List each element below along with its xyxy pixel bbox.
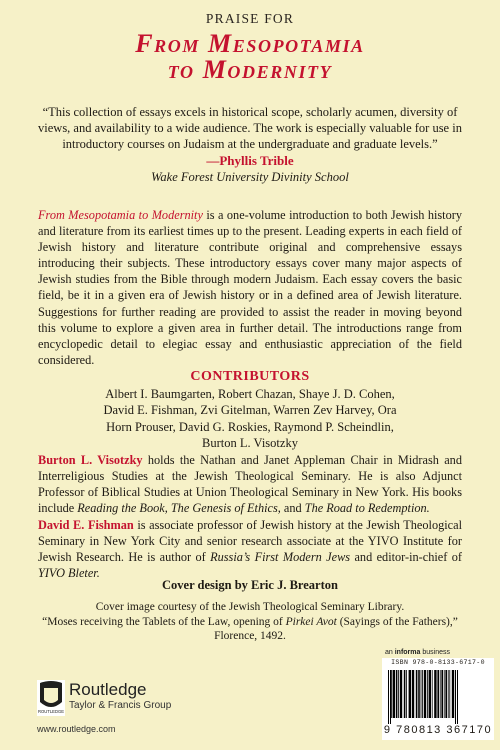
description-text: is a one-volume introduction to both Jewish history and literature from its earliest times up to the present. Leading experts in each field of Jewish history and literature contribute original and comprehensive essays introducing their subjects. These introductory essays cover many major aspects of Jewish studies from the Bible through modern Judaism. Each essay covers the basic field, be it in a given era of Jewish history or in a defined area of Jewish literature. Suggestions for further reading are provided to assist the reader in moving beyond this volume to explore a given area in further detail. The introductions range from encyclopedic detail to elegiac essay and enthusiastic appreciation of the field considered. xyxy=(38,208,462,367)
cover-image-line2a: “Moses receiving the Tablets of the Law, opening of xyxy=(42,615,286,628)
endorsement-quote: “This collection of essays excels in historical scope, scholarly acumen, diversity of views, and availability to a wide audience. The work is especially valuable for use in introductory courses on Judaism at the undergraduate and graduate levels.” xyxy=(38,105,462,151)
barcode-bar xyxy=(416,670,418,718)
cover-image-line2 xyxy=(0,615,500,630)
bio1-book2: The Road to Redemption. xyxy=(304,501,430,516)
bio2-book2: YIVO Bleter. xyxy=(38,566,100,581)
cover-image-credit xyxy=(0,600,500,644)
book-title-line2: to Modernity xyxy=(167,55,333,84)
praise-for-label: PRAISE FOR xyxy=(205,11,295,26)
barcode-bar xyxy=(455,670,456,724)
author-bio-fishman xyxy=(38,517,462,581)
isbn-text: ISBN 978-0-8133-6717-0 xyxy=(391,659,485,666)
barcode-bar xyxy=(437,670,439,718)
publisher-website: www.routledge.com xyxy=(37,724,116,734)
barcode-bar xyxy=(393,670,395,718)
barcode-bar xyxy=(448,670,449,718)
cover-design-credit: Cover design by Eric J. Brearton xyxy=(162,578,338,592)
barcode-bar xyxy=(452,670,454,718)
barcode-bar xyxy=(409,670,411,718)
bio1-book1: Reading the Book, The Genesis of Ethics, xyxy=(77,501,281,516)
barcode-bar xyxy=(432,670,433,718)
contributors-list: Albert I. Baumgarten, Robert Chazan, Shaye J. D. Cohen, David E. Fishman, Zvi Gitelman, Warren Zev Harvey, Ora Horn Prouser, David G. Roskies, Raymond P. Scheindlin, Burton L. Visotzky xyxy=(103,387,397,450)
bio1-text1: holds the Nathan and Janet Appleman Chair in Midrash and Interreligious Studies at the Jewish Theological Seminary. He is also Adjunct Professor of Biblical Studies at Union Theological Seminary in New York. His books include xyxy=(38,453,462,516)
barcode-bar xyxy=(398,670,399,718)
bio1-name: Burton L. Visotzky xyxy=(38,453,143,467)
bio1-text2: and xyxy=(280,501,305,516)
barcode-bar xyxy=(421,670,422,718)
barcode-bar xyxy=(412,670,414,718)
barcode-bar xyxy=(404,670,406,718)
informa-brand: informa xyxy=(394,649,421,656)
barcode-bar xyxy=(424,670,426,718)
barcode-bar xyxy=(391,670,392,718)
bio2-text2: and editor-in-chief of xyxy=(350,550,462,565)
barcode-bar xyxy=(441,670,443,718)
barcode-bar xyxy=(418,670,420,718)
publisher-group: Taylor & Francis Group xyxy=(69,700,172,711)
publisher-name: Routledge xyxy=(69,680,147,699)
barcode-bars xyxy=(388,670,488,724)
barcode-bar xyxy=(422,670,423,718)
description-book-title: From Mesopotamia to Modernity xyxy=(38,208,203,222)
barcode-bar xyxy=(444,670,445,718)
barcode-bar xyxy=(445,670,447,718)
endorsement-affiliation: Wake Forest University Divinity School xyxy=(151,170,349,184)
bio2-book1: Russia’s First Modern Jews xyxy=(210,550,351,565)
book-title-line1: From Mesopotamia xyxy=(135,29,365,58)
bio2-text1: is associate professor of Jewish history at the Jewish Theological Seminary in New York City and senior research associate at the YIVO Institute for Jewish Research. He is author of xyxy=(38,518,463,565)
barcode-bar xyxy=(396,670,398,718)
informa-business-label xyxy=(385,649,450,656)
barcode-bar xyxy=(406,670,407,718)
informa-prefix: an xyxy=(385,649,395,656)
contributors-heading: CONTRIBUTORS xyxy=(190,369,310,384)
barcode-bar xyxy=(400,670,402,718)
book-description xyxy=(38,207,462,368)
barcode-bar xyxy=(449,670,450,718)
barcode-bar xyxy=(427,670,428,718)
routledge-logo-icon xyxy=(37,680,65,716)
barcode-bar xyxy=(434,670,436,718)
barcode-bar xyxy=(429,670,431,718)
cover-image-italic: Pirkei Avot xyxy=(285,615,337,628)
cover-image-line1: Cover image courtesy of the Jewish Theological Seminary Library. xyxy=(95,601,405,613)
barcode-digits: 9 780813 367170 xyxy=(383,724,493,736)
barcode-bar xyxy=(457,670,458,724)
cover-image-line2b: (Sayings of the Fathers),” xyxy=(336,615,458,628)
isbn-barcode xyxy=(382,658,494,740)
barcode-bar xyxy=(440,670,441,718)
barcode-bar xyxy=(390,670,391,724)
barcode-bar xyxy=(388,670,389,724)
author-bio-visotzky xyxy=(38,452,462,516)
cover-image-line3: Florence, 1492. xyxy=(214,630,286,642)
informa-suffix: business xyxy=(420,649,450,656)
endorsement-author: —Phyllis Trible xyxy=(206,153,294,168)
bio2-name: David E. Fishman xyxy=(38,518,134,532)
routledge-logo-text: ROUTLEDGE xyxy=(37,709,65,714)
